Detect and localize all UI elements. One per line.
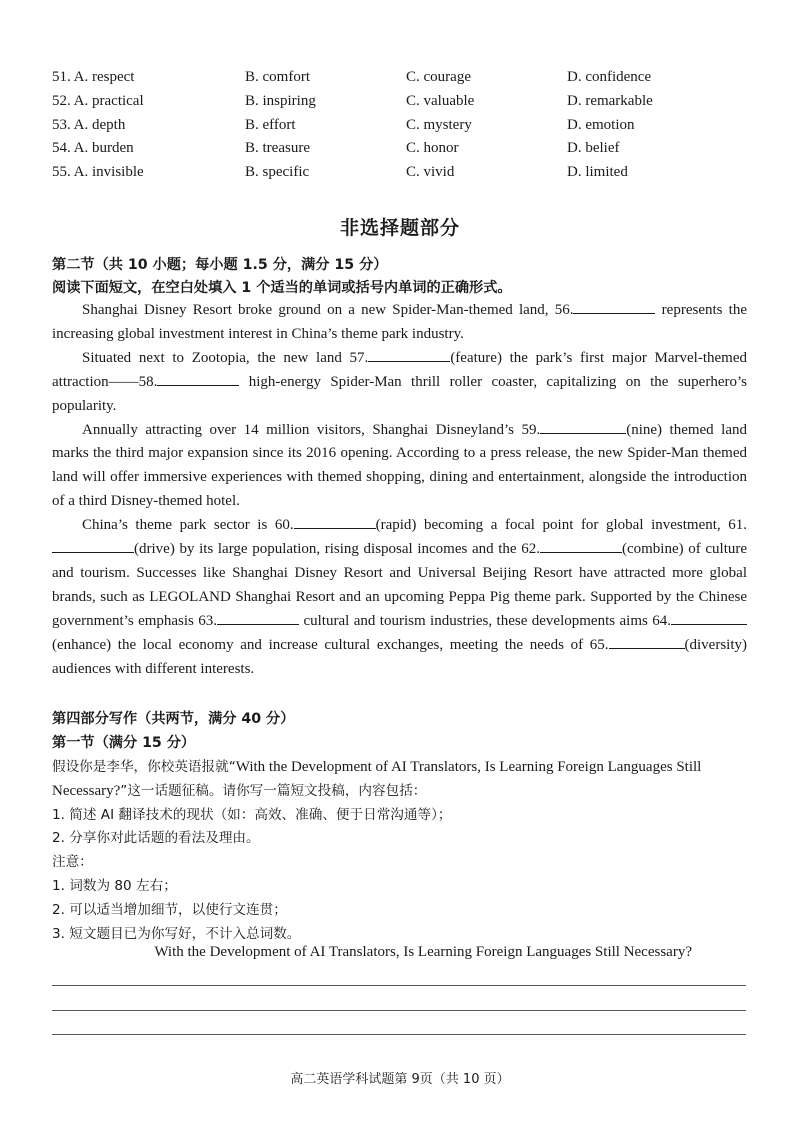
option-d: D. belief bbox=[567, 140, 620, 157]
option-b: B. inspiring bbox=[245, 92, 316, 109]
paragraph-2: Situated next to Zootopia, the new land 57. (feature) the park’s first major Marvel-themed attraction——58. high-energy Spider-Man thrill roller coaster, capitalizing on the superhero’s popularity. bbox=[52, 347, 747, 419]
option-c: C. honor bbox=[406, 140, 459, 157]
option-b: B. comfort bbox=[245, 69, 310, 85]
option-a: 54. A. burden bbox=[52, 140, 134, 157]
blank-57[interactable] bbox=[368, 347, 450, 362]
part2-heading: 第二节（共 10 小题；每小题 1.5 分，满分 15 分） bbox=[52, 257, 388, 273]
note-item-2: 2. 可以适当增加细节，以使行文连贯； bbox=[52, 901, 287, 918]
passage bbox=[52, 299, 747, 682]
option-c: C. valuable bbox=[406, 92, 475, 109]
paragraph-4: China’s theme park sector is 60. (rapid) becoming a focal point for global investment, 61.(drive) by its large population, rising disposal incomes and the 62. (combine) of culture and tourism. Successes like Shanghai Disney Resort and Universal Beijing Resort have attracted more global brands, such as LEGOLAND Shanghai Resort and an upcoming Peppa Pig theme park. Supported by the Chinese government’s emphasis 63. cultural and tourism industries, these developments aims 64.(enhance) the local economy and increase cultural exchanges, meeting the needs of 65. (diversity) audiences with different interests. bbox=[52, 514, 747, 681]
blank-60[interactable] bbox=[294, 514, 376, 529]
answer-line-3[interactable] bbox=[52, 1034, 746, 1035]
choice-row-54 bbox=[52, 137, 752, 161]
answer-line-2[interactable] bbox=[52, 1010, 746, 1011]
note-item-3: 3. 短文题目已为你写好，不计入总词数。 bbox=[52, 925, 301, 942]
option-b: B. treasure bbox=[245, 140, 310, 157]
blank-58[interactable] bbox=[157, 371, 239, 386]
option-a: 55. A. invisible bbox=[52, 164, 144, 181]
part2-instruction: 阅读下面短文，在空白处填入 1 个适当的单词或括号内单词的正确形式。 bbox=[52, 280, 512, 296]
essay-title: With the Development of AI Translators, Is Learning Foreign Languages Still Necessary? bbox=[154, 944, 692, 960]
blank-56[interactable] bbox=[573, 299, 655, 314]
choice-table bbox=[52, 66, 752, 185]
blank-63[interactable] bbox=[217, 610, 299, 625]
option-c: C. vivid bbox=[406, 164, 455, 181]
option-a: 53. A. depth bbox=[52, 116, 126, 133]
part4-sub-heading: 第一节（满分 15 分） bbox=[52, 735, 196, 751]
paragraph-3: Annually attracting over 14 million visitors, Shanghai Disneyland’s 59. (nine) themed land marks the third major expansion since its 2016 opening. According to a press release, the new Spider-Man themed land will offer immersive experiences with themed shopping, dining and entertainment, alongside the introduction of a third Disney-themed hotel. bbox=[52, 419, 747, 515]
content-item-2: 2. 分享你对此话题的看法及理由。 bbox=[52, 830, 260, 847]
section-title: 非选择题部分 bbox=[339, 217, 460, 239]
option-d: D. remarkable bbox=[567, 92, 653, 109]
option-b: B. effort bbox=[245, 116, 296, 133]
option-b: B. specific bbox=[245, 164, 310, 181]
option-d: D. emotion bbox=[567, 116, 635, 133]
blank-64[interactable] bbox=[671, 610, 747, 625]
option-a: 51. A. respect bbox=[52, 69, 135, 85]
choice-row-55 bbox=[52, 161, 752, 185]
choice-row-51 bbox=[52, 66, 752, 90]
part4-heading: 第四部分写作（共两节，满分 40 分） bbox=[52, 711, 295, 727]
option-a: 52. A. practical bbox=[52, 92, 144, 109]
answer-line-1[interactable] bbox=[52, 985, 746, 986]
page-footer: 高二英语学科试题第 9页（共 10 页） bbox=[290, 1072, 510, 1087]
blank-62[interactable] bbox=[540, 538, 622, 553]
prompt-text: 假设你是李华，你校英语报就“With the Development of AI Translators, Is Learning Foreign Languages Still Necessary?”这一话题征稿。请你写一篇短文投稿，内容包括： bbox=[52, 759, 702, 799]
option-d: D. confidence bbox=[567, 69, 652, 85]
paragraph-1: Shanghai Disney Resort broke ground on a new Spider-Man-themed land, 56. represents the increasing global investment interest in China’s theme park industry. bbox=[52, 299, 747, 347]
note-item-1: 1. 词数为 80 左右； bbox=[52, 877, 177, 894]
blank-65[interactable] bbox=[609, 634, 685, 649]
blank-61[interactable] bbox=[52, 538, 134, 553]
option-d: D. limited bbox=[567, 164, 628, 181]
option-c: C. courage bbox=[406, 69, 471, 85]
note-label: 注意： bbox=[52, 854, 93, 871]
choice-row-52 bbox=[52, 90, 752, 114]
content-item-1: 1. 简述 AI 翻译技术的现状（如：高效、准确、便于日常沟通等）； bbox=[52, 806, 452, 823]
writing-prompt bbox=[52, 756, 752, 946]
option-c: C. mystery bbox=[406, 116, 472, 133]
choice-row-53 bbox=[52, 114, 752, 138]
blank-59[interactable] bbox=[540, 419, 626, 434]
